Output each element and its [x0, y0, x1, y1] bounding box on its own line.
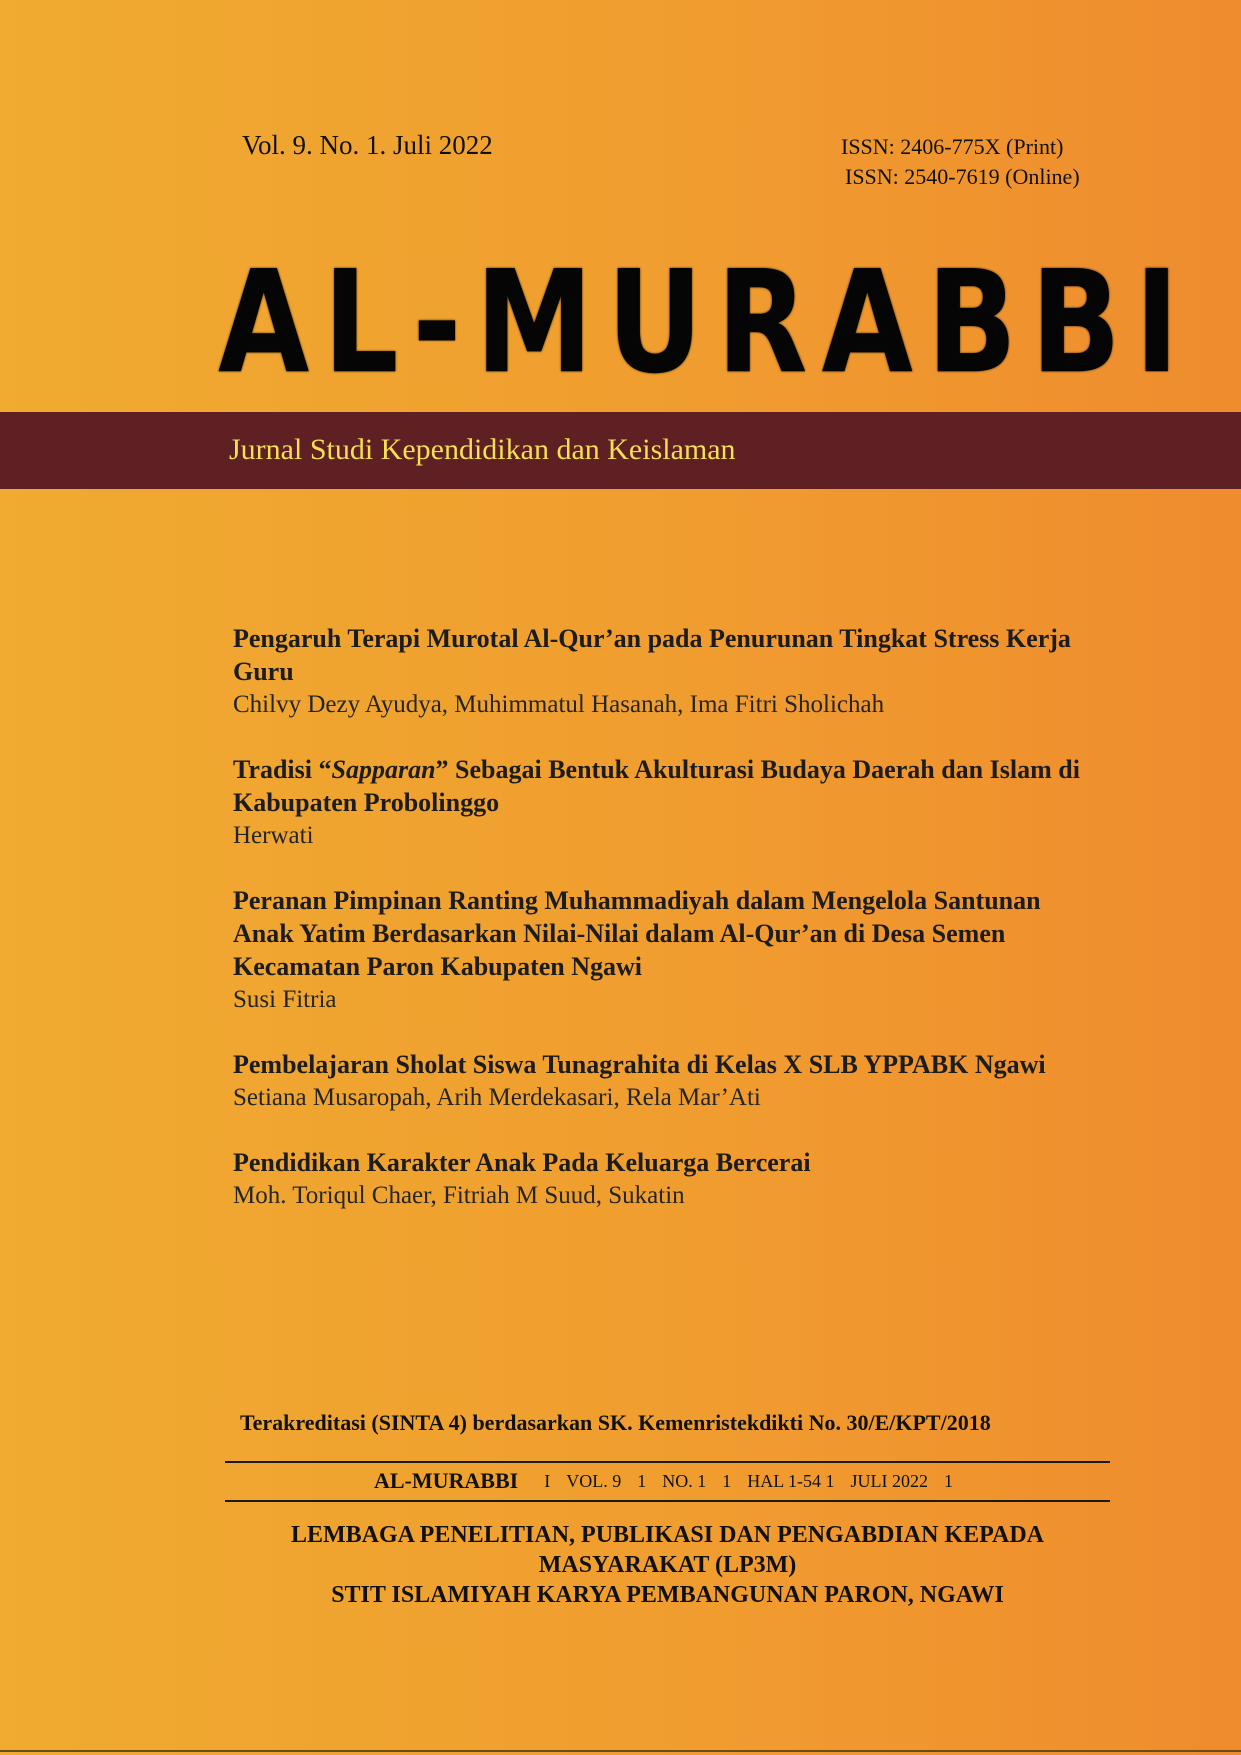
- article-authors: Herwati: [233, 822, 314, 849]
- article-authors: Setiana Musaropah, Arih Merdekasari, Rela Mar’Ati: [233, 1084, 761, 1111]
- masthead-separator: 1: [722, 1470, 732, 1491]
- divider-top: [225, 1461, 1110, 1463]
- article-title-suffix: ” Sebagai Bentuk Akulturasi Budaya Daerah dan Islam di Kabupaten Probolinggo: [233, 755, 1080, 817]
- journal-subtitle: Jurnal Studi Kependidikan dan Keislaman: [229, 433, 736, 466]
- publisher-line: LEMBAGA PENELITIAN, PUBLIKASI DAN PENGABDIAN KEPADA MASYARAKAT (LP3M): [291, 1522, 1044, 1578]
- divider-bottom: [225, 1500, 1110, 1502]
- article-title: Pendidikan Karakter Anak Pada Keluarga Bercerai: [233, 1148, 811, 1177]
- masthead-line: [225, 1466, 1110, 1496]
- issn-print: ISSN: 2406-775X (Print): [841, 134, 1064, 159]
- article-title: Peranan Pimpinan Ranting Muhammadiyah dalam Mengelola Santunan Anak Yatim Berdasarkan Nilai-Nilai dalam Al-Qur’an di Desa Semen Kecamatan Paron Kabupaten Ngawi: [233, 886, 1041, 981]
- article-item: [233, 884, 1093, 1016]
- article-item: [233, 1048, 1093, 1114]
- masthead-volume: VOL. 9: [566, 1470, 622, 1491]
- publisher-block: [225, 1520, 1110, 1610]
- article-title: [233, 753, 1093, 819]
- article-item: [233, 622, 1093, 721]
- article-item: [233, 1146, 1093, 1212]
- issn-block: [841, 132, 1080, 192]
- article-title-italic: Sapparan: [331, 755, 436, 784]
- masthead-date: JULI 2022: [850, 1470, 929, 1491]
- masthead-separator: I: [544, 1470, 551, 1491]
- article-title: Pembelajaran Sholat Siswa Tunagrahita di Kelas X SLB YPPABK Ngawi: [233, 1050, 1046, 1079]
- masthead-separator: 1: [637, 1470, 647, 1491]
- article-list: [233, 622, 1093, 1244]
- article-authors: Chilvy Dezy Ayudya, Muhimmatul Hasanah, Ima Fitri Sholichah: [233, 691, 885, 718]
- issn-online: ISSN: 2540-7619 (Online): [845, 164, 1080, 189]
- article-title-prefix: Tradisi “: [233, 755, 332, 784]
- masthead-journal-name: AL-MURABBI: [373, 1468, 519, 1493]
- masthead-pages: HAL 1-54 1: [747, 1470, 835, 1491]
- article-title: Pengaruh Terapi Murotal Al-Qur’an pada Penurunan Tingkat Stress Kerja Guru: [233, 624, 1071, 686]
- masthead-separator: 1: [944, 1470, 954, 1491]
- volume-info: Vol. 9. No. 1. Juli 2022: [242, 130, 493, 160]
- article-authors: Susi Fitria: [233, 986, 337, 1013]
- publisher-institution: STIT ISLAMIYAH KARYA PEMBANGUNAN PARON, NGAWI: [331, 1582, 1004, 1608]
- article-authors: Moh. Toriqul Chaer, Fitriah M Suud, Sukatin: [233, 1182, 685, 1209]
- accreditation-note: Terakreditasi (SINTA 4) berdasarkan SK. Kemenristekdikti No. 30/E/KPT/2018: [240, 1410, 991, 1435]
- journal-title: AL-MURABBI: [218, 239, 1193, 405]
- article-item: [233, 753, 1093, 852]
- masthead-number: NO. 1: [662, 1470, 707, 1491]
- bottom-edge-line: [0, 1750, 1241, 1752]
